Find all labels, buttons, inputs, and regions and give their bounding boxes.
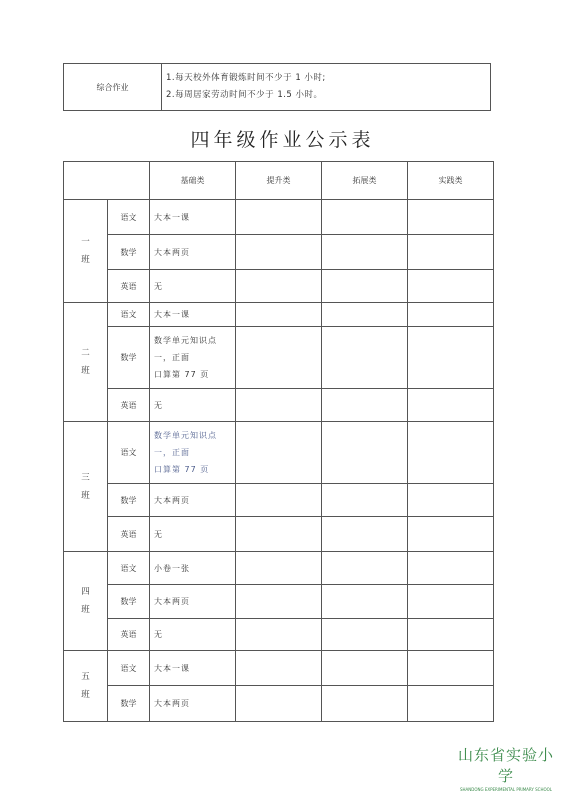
extend-homework-cell	[322, 686, 408, 722]
table-row	[64, 303, 494, 327]
comprehensive-line-1: 1.每天校外体育锻炼时间不少于 1 小时;	[166, 73, 326, 83]
basic-homework-cell	[150, 517, 236, 552]
basic-homework-line: 大本两页	[154, 597, 190, 606]
header-basic: 基础类	[150, 162, 236, 200]
class-name-cell	[64, 651, 108, 722]
class-name-char: 一	[81, 237, 90, 247]
table-row	[64, 235, 494, 270]
basic-homework-line: 大本两页	[154, 247, 190, 257]
header-corner	[64, 162, 150, 200]
basic-homework-cell	[150, 619, 236, 651]
class-name-cell	[64, 200, 108, 303]
subject-cell: 数学	[108, 327, 150, 389]
class-name-char: 班	[81, 490, 90, 501]
improve-homework-cell	[236, 686, 322, 722]
class-name-char: 班	[81, 255, 90, 265]
improve-homework-cell	[236, 484, 322, 517]
basic-homework-cell	[150, 389, 236, 422]
basic-homework-line: 数学单元知识点	[154, 431, 217, 440]
extend-homework-cell	[322, 517, 408, 552]
table-row	[64, 484, 494, 517]
practice-homework-cell	[408, 552, 494, 585]
practice-homework-cell	[408, 619, 494, 651]
extend-homework-cell	[322, 422, 408, 484]
table-row	[64, 389, 494, 422]
basic-homework-cell	[150, 200, 236, 235]
comprehensive-homework-content	[162, 64, 491, 111]
school-logo-english: SHANDONG EXPERIMENTAL PRIMARY SCHOOL	[459, 787, 553, 792]
extend-homework-cell	[322, 552, 408, 585]
table-row	[64, 651, 494, 686]
class-name-char: 五	[81, 672, 90, 682]
class-name-char: 班	[81, 605, 90, 615]
subject-cell: 语文	[108, 200, 150, 235]
improve-homework-cell	[236, 303, 322, 327]
basic-homework-line: 口算第 77 页	[154, 465, 210, 474]
header-practice: 实践类	[408, 162, 494, 200]
practice-homework-cell	[408, 686, 494, 722]
improve-homework-cell	[236, 389, 322, 422]
basic-homework-line: 数学单元知识点	[154, 336, 217, 345]
table-row	[64, 552, 494, 585]
basic-homework-cell	[150, 235, 236, 270]
extend-homework-cell	[322, 303, 408, 327]
basic-homework-line: 大本一课	[154, 310, 190, 319]
basic-homework-line: 无	[154, 281, 163, 291]
extend-homework-cell	[322, 484, 408, 517]
table-row	[64, 619, 494, 651]
subject-cell: 英语	[108, 619, 150, 651]
class-name-cell	[64, 422, 108, 552]
practice-homework-cell	[408, 327, 494, 389]
subject-cell: 语文	[108, 651, 150, 686]
subject-cell: 英语	[108, 389, 150, 422]
subject-cell: 数学	[108, 484, 150, 517]
subject-cell: 英语	[108, 270, 150, 303]
table-row	[64, 517, 494, 552]
extend-homework-cell	[322, 585, 408, 619]
basic-homework-line: 一，正面	[154, 448, 190, 457]
practice-homework-cell	[408, 235, 494, 270]
extend-homework-cell	[322, 619, 408, 651]
table-row	[64, 686, 494, 722]
basic-homework-line: 大本一课	[154, 212, 190, 222]
practice-homework-cell	[408, 270, 494, 303]
basic-homework-line: 无	[154, 529, 163, 539]
basic-homework-line: 口算第 77 页	[154, 370, 210, 379]
comprehensive-line-2: 2.每周居家劳动时间不少于 1.5 小时。	[166, 90, 323, 100]
improve-homework-cell	[236, 422, 322, 484]
class-name-char: 二	[81, 348, 90, 358]
header-row	[64, 162, 494, 200]
school-logo	[457, 744, 555, 792]
subject-cell: 数学	[108, 686, 150, 722]
improve-homework-cell	[236, 517, 322, 552]
practice-homework-cell	[408, 303, 494, 327]
basic-homework-cell	[150, 303, 236, 327]
basic-homework-cell	[150, 422, 236, 484]
basic-homework-cell	[150, 270, 236, 303]
improve-homework-cell	[236, 270, 322, 303]
table-row	[64, 327, 494, 389]
basic-homework-line: 小卷一张	[154, 563, 190, 573]
table-row	[64, 200, 494, 235]
basic-homework-cell	[150, 651, 236, 686]
class-name-cell	[64, 552, 108, 651]
class-name-cell	[64, 303, 108, 422]
practice-homework-cell	[408, 484, 494, 517]
extend-homework-cell	[322, 270, 408, 303]
header-improve: 提升类	[236, 162, 322, 200]
class-name-char: 三	[81, 472, 90, 483]
extend-homework-cell	[322, 389, 408, 422]
practice-homework-cell	[408, 517, 494, 552]
subject-cell: 语文	[108, 552, 150, 585]
subject-cell: 数学	[108, 585, 150, 619]
comprehensive-homework-table	[63, 63, 491, 111]
practice-homework-cell	[408, 422, 494, 484]
table-row	[64, 585, 494, 619]
basic-homework-line: 大本两页	[154, 699, 190, 708]
basic-homework-line: 一，正面	[154, 353, 190, 362]
header-extend: 拓展类	[322, 162, 408, 200]
class-name-char: 班	[81, 366, 90, 376]
school-logo-chinese: 山东省实验小学	[457, 746, 554, 785]
comprehensive-homework-label: 综合作业	[64, 64, 162, 111]
subject-cell: 语文	[108, 303, 150, 327]
basic-homework-cell	[150, 327, 236, 389]
subject-cell: 数学	[108, 235, 150, 270]
practice-homework-cell	[408, 389, 494, 422]
basic-homework-cell	[150, 552, 236, 585]
basic-homework-line: 无	[154, 630, 163, 639]
basic-homework-cell	[150, 484, 236, 517]
basic-homework-line: 大本一课	[154, 663, 190, 673]
homework-table	[63, 161, 494, 722]
extend-homework-cell	[322, 651, 408, 686]
improve-homework-cell	[236, 235, 322, 270]
basic-homework-cell	[150, 585, 236, 619]
subject-cell: 英语	[108, 517, 150, 552]
practice-homework-cell	[408, 200, 494, 235]
page-title: 四年级作业公示表	[190, 129, 375, 151]
practice-homework-cell	[408, 651, 494, 686]
table-row	[64, 270, 494, 303]
extend-homework-cell	[322, 200, 408, 235]
extend-homework-cell	[322, 235, 408, 270]
improve-homework-cell	[236, 651, 322, 686]
improve-homework-cell	[236, 585, 322, 619]
improve-homework-cell	[236, 552, 322, 585]
improve-homework-cell	[236, 200, 322, 235]
basic-homework-line: 大本两页	[154, 495, 190, 505]
practice-homework-cell	[408, 585, 494, 619]
basic-homework-cell	[150, 686, 236, 722]
class-name-char: 四	[81, 587, 90, 597]
subject-cell: 语文	[108, 422, 150, 484]
improve-homework-cell	[236, 327, 322, 389]
table-row	[64, 422, 494, 484]
extend-homework-cell	[322, 327, 408, 389]
class-name-char: 班	[81, 690, 90, 700]
basic-homework-line: 无	[154, 400, 163, 410]
improve-homework-cell	[236, 619, 322, 651]
